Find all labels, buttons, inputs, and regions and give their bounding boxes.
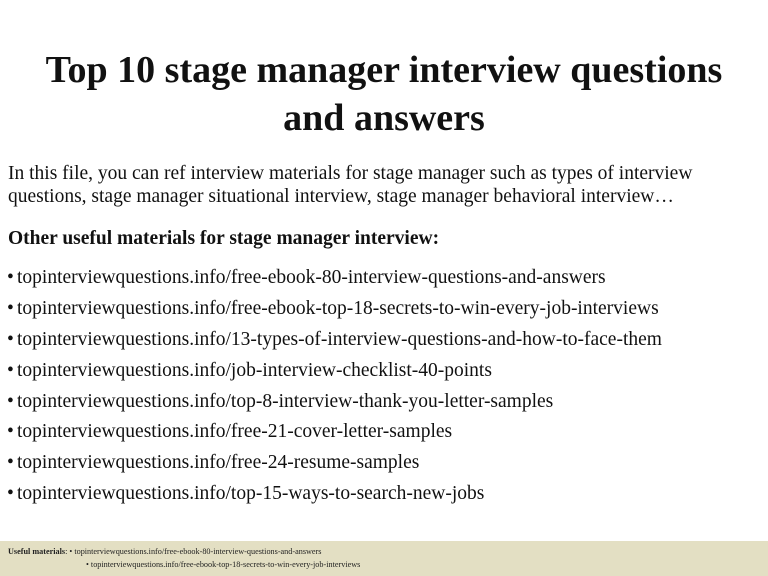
material-link[interactable]: topinterviewquestions.info/free-ebook-80-interview-questions-and-answers xyxy=(17,267,606,288)
footer-link[interactable]: • topinterviewquestions.info/free-ebook-80-interview-questions-and-answers xyxy=(69,547,322,556)
intro-paragraph xyxy=(8,162,764,208)
list-item xyxy=(0,390,768,421)
list-item xyxy=(0,420,768,451)
list-item xyxy=(0,451,768,482)
bullet-icon: • xyxy=(7,267,14,288)
material-link[interactable]: topinterviewquestions.info/13-types-of-interview-questions-and-how-to-face-them xyxy=(17,328,662,350)
material-link[interactable]: topinterviewquestions.info/free-ebook-top-18-secrets-to-win-every-job-interviews xyxy=(17,297,659,319)
bullet-icon: • xyxy=(7,452,14,474)
page-title xyxy=(0,46,768,142)
materials-list xyxy=(0,266,768,513)
material-link[interactable]: topinterviewquestions.info/top-15-ways-to-search-new-jobs xyxy=(17,483,485,505)
section-heading: Other useful materials for stage manager interview: xyxy=(8,228,440,249)
title-line-2: and answers xyxy=(283,97,485,139)
bullet-icon: • xyxy=(7,421,14,443)
intro-line-1: In this file, you can ref interview materials for stage manager such as types of interview xyxy=(8,163,693,184)
title-line-1: Top 10 stage manager interview questions xyxy=(45,49,723,91)
material-link[interactable]: topinterviewquestions.info/top-8-interview-thank-you-letter-samples xyxy=(17,390,554,412)
footer-link[interactable]: • topinterviewquestions.info/free-ebook-top-18-secrets-to-win-every-job-interviews xyxy=(86,560,361,569)
list-item xyxy=(0,297,768,328)
list-item xyxy=(0,328,768,359)
list-item xyxy=(0,266,768,297)
footer-row-2 xyxy=(86,560,360,570)
intro-line-2: questions, stage manager situational interview, stage manager behavioral interview… xyxy=(8,186,674,207)
footer-bar xyxy=(0,541,768,576)
material-link[interactable]: topinterviewquestions.info/free-21-cover-letter-samples xyxy=(17,421,453,443)
bullet-icon: • xyxy=(7,483,14,505)
footer-row-1 xyxy=(8,547,321,557)
material-link[interactable]: topinterviewquestions.info/free-24-resume-samples xyxy=(17,452,420,474)
bullet-icon: • xyxy=(7,359,14,381)
bullet-icon: • xyxy=(7,297,14,319)
bullet-icon: • xyxy=(7,328,14,350)
material-link[interactable]: topinterviewquestions.info/job-interview-checklist-40-points xyxy=(17,359,492,381)
list-item xyxy=(0,482,768,513)
footer-separator: : xyxy=(65,547,68,556)
bullet-icon: • xyxy=(7,390,14,412)
list-item xyxy=(0,359,768,390)
footer-label: Useful materials xyxy=(8,547,66,556)
